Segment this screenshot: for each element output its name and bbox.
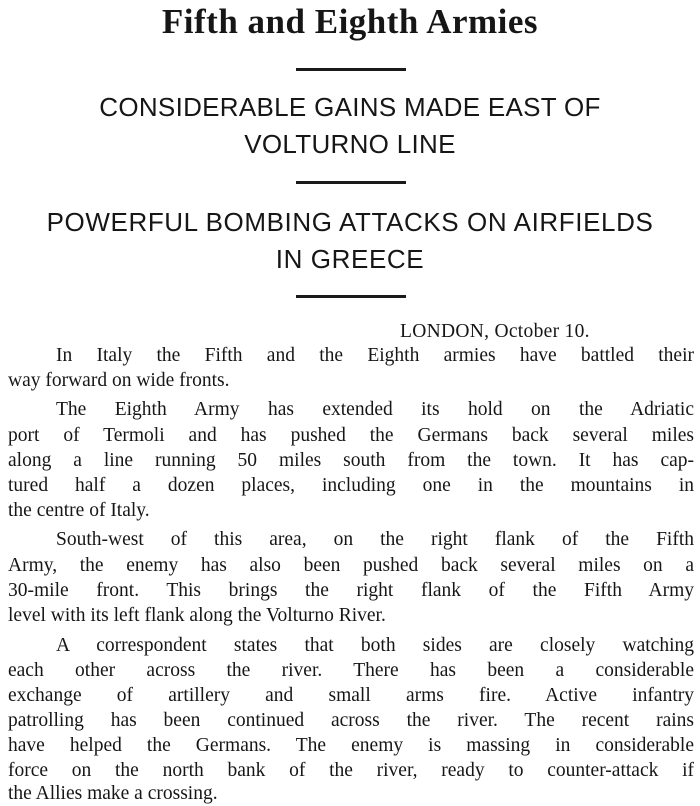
body-line: In Italy the Fifth and the Eighth armies have battled their — [56, 345, 694, 366]
body-line: level with its left flank along the Volturno River. — [8, 605, 386, 626]
subheadline-gains-line-1: CONSIDERABLE GAINS MADE EAST OF — [99, 92, 601, 122]
body-line: port of Termoli and has pushed the Germans back several miles — [8, 425, 694, 446]
body-line: have helped the Germans. The enemy is massing in considerable — [8, 735, 694, 756]
body-line: exchange of artillery and small arms fire. Active infantry — [8, 685, 694, 706]
subheadline-bombing-line-1: POWERFUL BOMBING ATTACKS ON AIRFIELDS — [46, 207, 654, 237]
body-line: South-west of this area, on the right flank of the Fifth — [56, 529, 694, 550]
body-line: The Eighth Army has extended its hold on the Adriatic — [56, 399, 694, 420]
headline: Fifth and Eighth Armies — [161, 2, 539, 41]
body-line: A correspondent states that both sides are closely watching — [56, 635, 694, 656]
body-line: tured half a dozen places, including one in the mountains in — [8, 475, 694, 496]
body-line: the centre of Italy. — [8, 500, 150, 521]
subheadline-bombing-line-2: IN GREECE — [275, 244, 425, 274]
body-line: patrolling has been continued across the river. The recent rains — [8, 710, 694, 731]
subheadline-gains-line-2: VOLTURNO LINE — [244, 129, 456, 159]
body-line: force on the north bank of the river, ready to counter-attack if — [8, 760, 694, 781]
body-line: Army, the enemy has also been pushed back several miles on a — [8, 555, 694, 576]
body-line: 30-mile front. This brings the right flank of the Fifth Army — [8, 580, 694, 601]
subheadline-bombing — [0, 204, 700, 278]
body-line: along a line running 50 miles south from the town. It has cap- — [8, 450, 694, 471]
dateline: LONDON, October 10. — [400, 321, 590, 342]
body-line: way forward on wide fronts. — [8, 370, 230, 391]
divider-rule — [296, 68, 406, 71]
divider-rule — [296, 181, 406, 184]
subheadline-gains — [0, 89, 700, 163]
body-line: the Allies make a crossing. — [8, 783, 218, 804]
divider-rule — [296, 295, 406, 298]
body-line: each other across the river. There has been a considerable — [8, 660, 694, 681]
